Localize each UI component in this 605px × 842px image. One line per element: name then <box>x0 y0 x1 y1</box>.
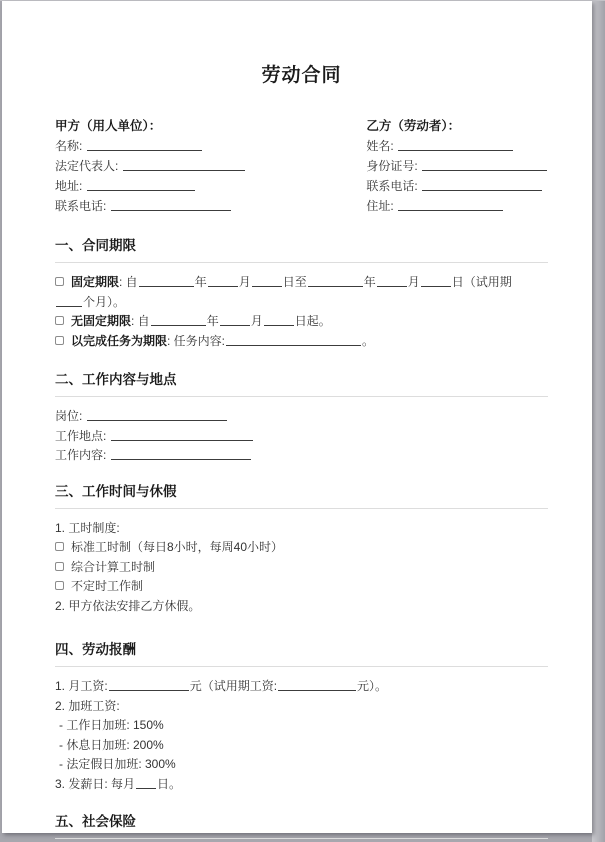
fixed-term-text-2: 年 <box>194 275 207 289</box>
fixed-term-text-3: 月 <box>238 275 251 289</box>
checkbox-flexible-hours[interactable] <box>55 581 64 590</box>
fixed-term-day-to-blank[interactable] <box>421 275 451 287</box>
fixed-term-text-5: 年 <box>363 275 376 289</box>
party-b-name-blank[interactable] <box>398 139 513 151</box>
checkbox-open-term[interactable] <box>55 316 64 325</box>
option-comprehensive-hours <box>55 558 548 578</box>
open-term-month-blank[interactable] <box>220 314 250 326</box>
party-a-phone-blank[interactable] <box>111 199 231 211</box>
task-content-blank[interactable] <box>226 334 361 346</box>
checkbox-standard-hours[interactable] <box>55 542 64 551</box>
option-standard-hours-label: 标准工时制（每日8小时，每周40小时） <box>71 540 284 554</box>
party-a-name-blank[interactable] <box>87 139 202 151</box>
fixed-term-day-from-blank[interactable] <box>252 275 282 287</box>
section-4-body <box>55 677 548 794</box>
fixed-term-month-to-blank[interactable] <box>377 275 407 287</box>
party-b-id-label: 身份证号: <box>366 159 418 173</box>
section-4-heading: 四、劳动报酬 <box>55 641 548 667</box>
option-open-term-label: 无固定期限 <box>71 314 132 328</box>
probation-salary-blank[interactable] <box>278 679 356 691</box>
party-b-name-row <box>366 136 548 156</box>
work-content-blank[interactable] <box>111 448 251 460</box>
option-fixed-term <box>55 273 548 293</box>
parties-block <box>55 116 548 216</box>
overtime-pay-item: 2. 加班工资: <box>55 698 120 713</box>
monthly-salary-blank[interactable] <box>109 679 189 691</box>
party-a-address-blank[interactable] <box>87 179 195 191</box>
work-location-row <box>55 427 548 447</box>
fixed-term-year-from-blank[interactable] <box>139 275 194 287</box>
monthly-salary-text-2: 元（试用期工资: <box>189 679 278 693</box>
party-b-address-blank[interactable] <box>398 199 503 211</box>
fixed-term-year-to-blank[interactable] <box>308 275 363 287</box>
option-fixed-term-label: 固定期限 <box>71 275 120 289</box>
leave-item: 2. 甲方依法安排乙方休假。 <box>55 598 201 613</box>
checkbox-comprehensive-hours[interactable] <box>55 562 64 571</box>
open-term-text-3: 月 <box>250 314 263 328</box>
party-b-header: 乙方（劳动者）： <box>366 119 461 133</box>
monthly-salary-text-1: 1. 月工资: <box>55 679 108 693</box>
option-task-term-label: 以完成任务为期限 <box>71 333 168 348</box>
option-comprehensive-hours-label: 综合计算工时制 <box>71 559 156 574</box>
payday-text-1: 3. 发薪日: 每月 <box>55 776 136 791</box>
party-a-rep-label: 法定代表人: <box>55 159 119 173</box>
open-term-year-blank[interactable] <box>151 314 206 326</box>
party-b-address-row <box>366 196 548 216</box>
open-term-text-2: 年 <box>206 314 219 328</box>
work-content-row <box>55 446 548 466</box>
viewer-right-gutter <box>592 0 605 842</box>
party-a-phone-row <box>55 196 366 216</box>
overtime-restday-item: - 休息日加班: 200% <box>59 737 164 752</box>
party-b-id-row <box>366 156 548 176</box>
task-term-text-2: 。 <box>362 333 375 348</box>
section-1-body <box>55 273 548 351</box>
fixed-term-month-from-blank[interactable] <box>208 275 238 287</box>
party-b-block <box>366 116 548 216</box>
work-hours-item: 1. 工时制度: <box>55 520 120 535</box>
fixed-term-text-4: 日至 <box>282 275 307 289</box>
section-2-body <box>55 407 548 466</box>
fixed-term-text-7: 日（试用期 <box>451 275 512 289</box>
party-b-address-label: 住址: <box>366 199 394 213</box>
party-a-name-label: 名称: <box>55 139 83 153</box>
probation-months-blank[interactable] <box>56 295 82 307</box>
option-flexible-hours-label: 不定时工作制 <box>71 579 144 593</box>
work-location-blank[interactable] <box>111 429 253 441</box>
monthly-salary-text-3: 元）。 <box>357 679 388 693</box>
section-3-body <box>55 519 548 617</box>
payday-blank[interactable] <box>136 777 156 789</box>
payday-text-2: 日。 <box>157 776 182 791</box>
section-5-heading: 五、社会保险 <box>55 813 548 839</box>
open-term-day-blank[interactable] <box>264 314 294 326</box>
party-b-name-label: 姓名: <box>366 139 394 153</box>
overtime-weekday-item: - 工作日加班: 150% <box>59 718 164 732</box>
overtime-holiday-item: - 法定假日加班: 300% <box>59 757 176 771</box>
party-a-name-row <box>55 136 366 156</box>
section-2-heading: 二、工作内容与地点 <box>55 371 548 397</box>
open-term-text-1: : 自 <box>131 314 150 328</box>
fixed-term-text-1: : 自 <box>119 275 138 289</box>
checkbox-fixed-term[interactable] <box>55 277 64 286</box>
party-a-address-label: 地址: <box>55 179 83 193</box>
contract-page <box>2 1 592 833</box>
post-label: 岗位: <box>55 409 83 423</box>
party-b-phone-row <box>366 176 548 196</box>
document-title: 劳动合同 <box>261 65 342 86</box>
party-a-rep-blank[interactable] <box>123 159 245 171</box>
section-3-heading: 三、工作时间与休假 <box>55 483 548 509</box>
post-row <box>55 407 548 427</box>
party-b-phone-label: 联系电话: <box>366 179 418 193</box>
section-1-heading: 一、合同期限 <box>55 237 548 263</box>
party-a-address-row <box>55 176 366 196</box>
payday-row <box>55 775 548 795</box>
party-a-rep-row <box>55 156 366 176</box>
monthly-salary-row <box>55 677 548 697</box>
post-blank[interactable] <box>87 409 227 421</box>
task-term-text-1: : 任务内容: <box>167 333 226 348</box>
fixed-term-text-8: 个月）。 <box>83 294 126 309</box>
work-content-label: 工作内容: <box>55 448 107 462</box>
party-a-phone-label: 联系电话: <box>55 199 107 213</box>
party-b-id-blank[interactable] <box>422 159 547 171</box>
option-task-term <box>55 332 548 352</box>
work-location-label: 工作地点: <box>55 428 107 443</box>
fixed-term-text-6: 月 <box>407 275 420 289</box>
checkbox-task-term[interactable] <box>55 336 64 345</box>
party-a-block <box>55 116 366 216</box>
option-open-term <box>55 312 548 332</box>
option-standard-hours <box>55 538 548 558</box>
party-b-phone-blank[interactable] <box>422 179 542 191</box>
option-fixed-term-wrap <box>55 293 548 313</box>
option-flexible-hours <box>55 577 548 597</box>
party-a-header: 甲方（用人单位）： <box>55 119 162 133</box>
open-term-text-4: 日起。 <box>294 314 331 328</box>
